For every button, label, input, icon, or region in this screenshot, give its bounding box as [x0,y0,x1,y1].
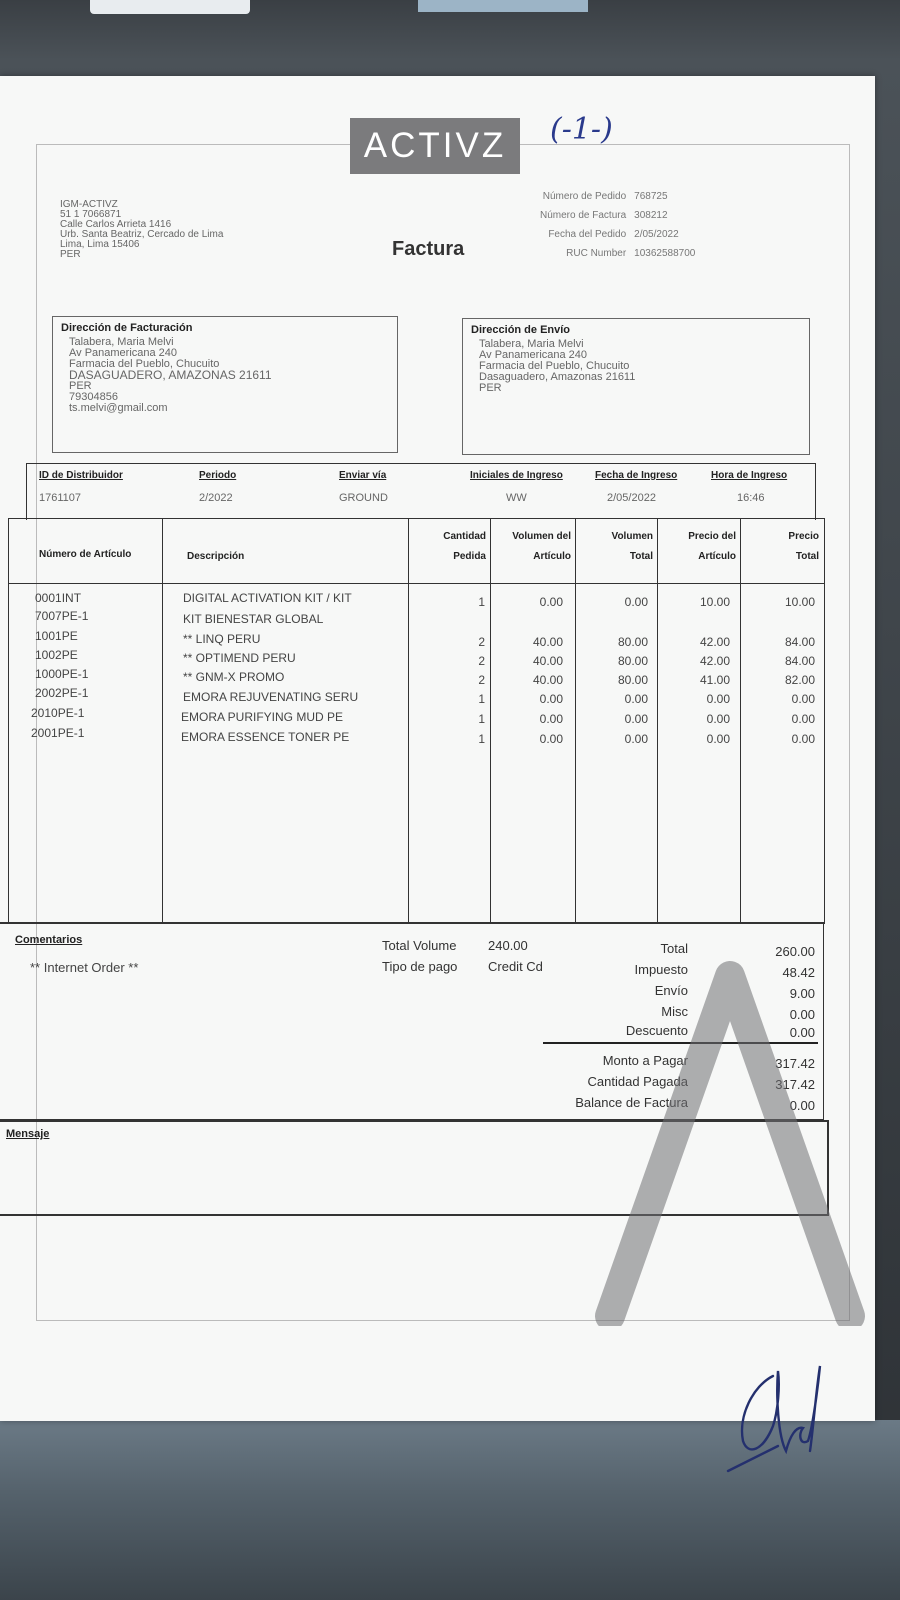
company-line: IGM-ACTIVZ [60,199,118,210]
header-total-volume-line1: Volumen [611,531,653,542]
entry-date-value: 2/05/2022 [607,492,656,504]
entry-date-label: Fecha de Ingreso [595,470,678,481]
amount-due-value: 317.42 [775,1056,815,1071]
company-line: Calle Carlos Arrieta 1416 [60,219,172,230]
entry-initials-label: Iniciales de Ingreso [470,470,563,481]
entry-time-value: 16:46 [737,492,765,504]
company-address [60,200,223,260]
ruc-label: RUC Number [566,248,627,259]
billing-heading: Dirección de Facturación [61,322,193,334]
header-total-price-line1: Precio [788,531,819,542]
column-divider [740,519,741,923]
header-description: Descripción [187,551,245,562]
item-total-volume: 80.00 [617,673,648,687]
item-quantity: 2 [478,635,485,649]
column-divider [575,519,576,923]
item-quantity: 1 [478,595,485,609]
period-label: Periodo [199,470,237,481]
item-description: ** LINQ PERU [183,632,261,646]
payment-type-value: Credit Cd [488,959,543,974]
item-description: DIGITAL ACTIVATION KIT / KIT [183,591,352,605]
order-info-row [540,229,709,248]
header-rule [9,583,824,584]
company-line: PER [60,249,81,260]
distributor-label: ID de Distribuidor [39,470,123,481]
item-total-price: 0.00 [791,732,815,746]
item-total-price: 10.00 [784,595,815,609]
misc-value: 0.00 [789,1007,815,1022]
header-item-volume [493,527,571,567]
item-number: 2001PE-1 [31,726,85,740]
header-total-volume-line2: Total [629,551,653,562]
item-number: 0001INT [35,591,82,605]
background-blue-strip [418,0,588,12]
item-price: 10.00 [699,595,730,609]
order-info [540,191,709,267]
header-total-volume [578,527,653,567]
item-volume: 40.00 [532,635,563,649]
order-meta-table [26,463,816,520]
item-price: 0.00 [706,692,730,706]
column-divider [408,519,409,923]
item-description: KIT BIENESTAR GLOBAL [183,612,324,626]
balance-value: 0.00 [789,1098,815,1113]
order-info-row [540,191,709,210]
amount-due-label: Monto a Pagar [602,1053,688,1068]
entry-date-col [595,470,677,504]
item-quantity: 1 [478,692,485,706]
tax-value: 48.42 [782,965,815,980]
order-info-row [540,248,709,267]
invoice-paper [0,76,875,1421]
item-number: 2002PE-1 [35,686,89,700]
shipping-heading: Dirección de Envío [471,324,571,336]
document-title: Factura [392,238,465,260]
header-item-price-line2: Artículo [698,551,736,562]
shipping-line: Farmacia del Pueblo, Chucuito [479,360,630,372]
company-line: Urb. Santa Beatriz, Cercado de Lima [60,229,224,240]
item-total-price: 82.00 [784,673,815,687]
item-total-volume: 80.00 [617,635,648,649]
entry-initials-value: WW [506,492,527,504]
billing-email: ts.melvi@gmail.com [69,402,168,414]
order-number-label: Número de Pedido [542,191,627,202]
item-price: 0.00 [706,712,730,726]
item-total-volume: 0.00 [624,595,648,609]
billing-phone: 79304856 [69,391,118,403]
billing-line: Av Panamericana 240 [69,347,178,359]
entry-time-col [711,470,787,504]
item-quantity: 2 [478,654,485,668]
signature-icon [718,1356,838,1486]
shipping-line: Av Panamericana 240 [479,349,588,361]
billing-line: PER [69,380,92,392]
item-total-price: 84.00 [784,654,815,668]
header-total-price [743,527,819,567]
handwritten-page-mark: (-1-) [550,112,613,147]
column-divider [657,519,658,923]
total-volume-label: Total Volume [382,938,457,953]
item-volume: 40.00 [532,673,563,687]
header-quantity-line1: Cantidad [443,531,486,542]
header-item-price-line1: Precio del [688,531,736,542]
header-quantity-line2: Pedida [453,551,486,562]
item-total-volume: 0.00 [624,692,648,706]
header-item-volume-line1: Volumen del [512,531,571,542]
item-description: ** GNM-X PROMO [183,670,285,684]
period-col [199,470,236,504]
entry-initials-col [470,470,563,504]
misc-label: Misc [661,1004,688,1019]
item-volume: 40.00 [532,654,563,668]
header-quantity [411,527,486,567]
ruc-value: 10362588700 [634,248,696,259]
header-item-number: Número de Artículo [39,549,132,560]
item-total-volume: 0.00 [624,712,648,726]
shipping-value: 9.00 [789,986,815,1001]
discount-value: 0.00 [789,1025,815,1040]
item-total-volume: 0.00 [624,732,648,746]
order-number-value: 768725 [634,191,668,202]
amount-paid-label: Cantidad Pagada [587,1074,688,1089]
item-total-volume: 80.00 [617,654,648,668]
comments-text: ** Internet Order ** [30,960,139,975]
item-number: 2010PE-1 [31,706,85,720]
balance-label: Balance de Factura [575,1095,688,1110]
item-total-price: 0.00 [791,692,815,706]
item-price: 42.00 [699,635,730,649]
order-date-label: Fecha del Pedido [548,229,627,240]
invoice-number-label: Número de Factura [540,210,627,221]
billing-line: DASAGUADERO, AMAZONAS 21611 [69,368,272,382]
column-divider [162,519,163,923]
shipping-label: Envío [654,983,688,998]
amount-paid-value: 317.42 [775,1077,815,1092]
order-info-row [540,210,709,229]
item-price: 42.00 [699,654,730,668]
item-quantity: 1 [478,712,485,726]
billing-line: Talabera, Maria Melvi [69,336,174,348]
company-line: Lima, Lima 15406 [60,239,140,250]
item-number: 7007PE-1 [35,609,89,623]
shipping-address-box [462,318,810,455]
background-light-strip [90,0,250,14]
ship-via-label: Enviar vía [339,470,387,481]
ship-via-col [339,470,388,504]
item-quantity: 2 [478,673,485,687]
invoice-number-value: 308212 [634,210,668,221]
item-volume: 0.00 [539,712,563,726]
total-volume-value: 240.00 [488,938,528,953]
ship-via-value: GROUND [339,492,388,504]
item-number: 1002PE [35,648,78,662]
tax-label: Impuesto [634,962,688,977]
item-number: 1001PE [35,629,78,643]
item-description: ** OPTIMEND PERU [183,651,296,665]
comments-heading: Comentarios [15,934,83,946]
billing-address-box [52,316,398,453]
total-label: Total [660,941,688,956]
message-heading: Mensaje [6,1128,50,1140]
item-description: EMORA PURIFYING MUD PE [181,710,344,724]
shipping-line: PER [479,382,502,394]
header-item-volume-line2: Artículo [533,551,571,562]
item-volume: 0.00 [539,692,563,706]
company-line: 51 1 7066871 [60,209,122,220]
item-quantity: 1 [478,732,485,746]
entry-time-label: Hora de Ingreso [711,470,788,481]
item-description: EMORA ESSENCE TONER PE [181,730,350,744]
payment-type-label: Tipo de pago [382,959,458,974]
item-volume: 0.00 [539,732,563,746]
item-description: EMORA REJUVENATING SERU [183,690,359,704]
header-total-price-line2: Total [795,551,819,562]
period-value: 2/2022 [199,492,233,504]
discount-label: Descuento [625,1023,688,1038]
column-divider [490,519,491,923]
billing-line: Farmacia del Pueblo, Chucuito [69,358,220,370]
item-price: 41.00 [699,673,730,687]
total-value: 260.00 [775,944,815,959]
company-logo: ACTIVZ [350,118,520,174]
item-total-price: 0.00 [791,712,815,726]
order-date-value: 2/05/2022 [634,229,679,240]
distributor-value: 1761107 [39,492,82,504]
watermark-logo [587,956,870,1326]
header-item-price [660,527,736,567]
item-volume: 0.00 [539,595,563,609]
distributor-col [39,470,123,504]
items-table [8,518,825,924]
shipping-line: Dasaguadero, Amazonas 21611 [479,371,636,383]
item-number: 1000PE-1 [35,667,89,681]
shipping-line: Talabera, Maria Melvi [479,338,584,350]
item-total-price: 84.00 [784,635,815,649]
item-price: 0.00 [706,732,730,746]
